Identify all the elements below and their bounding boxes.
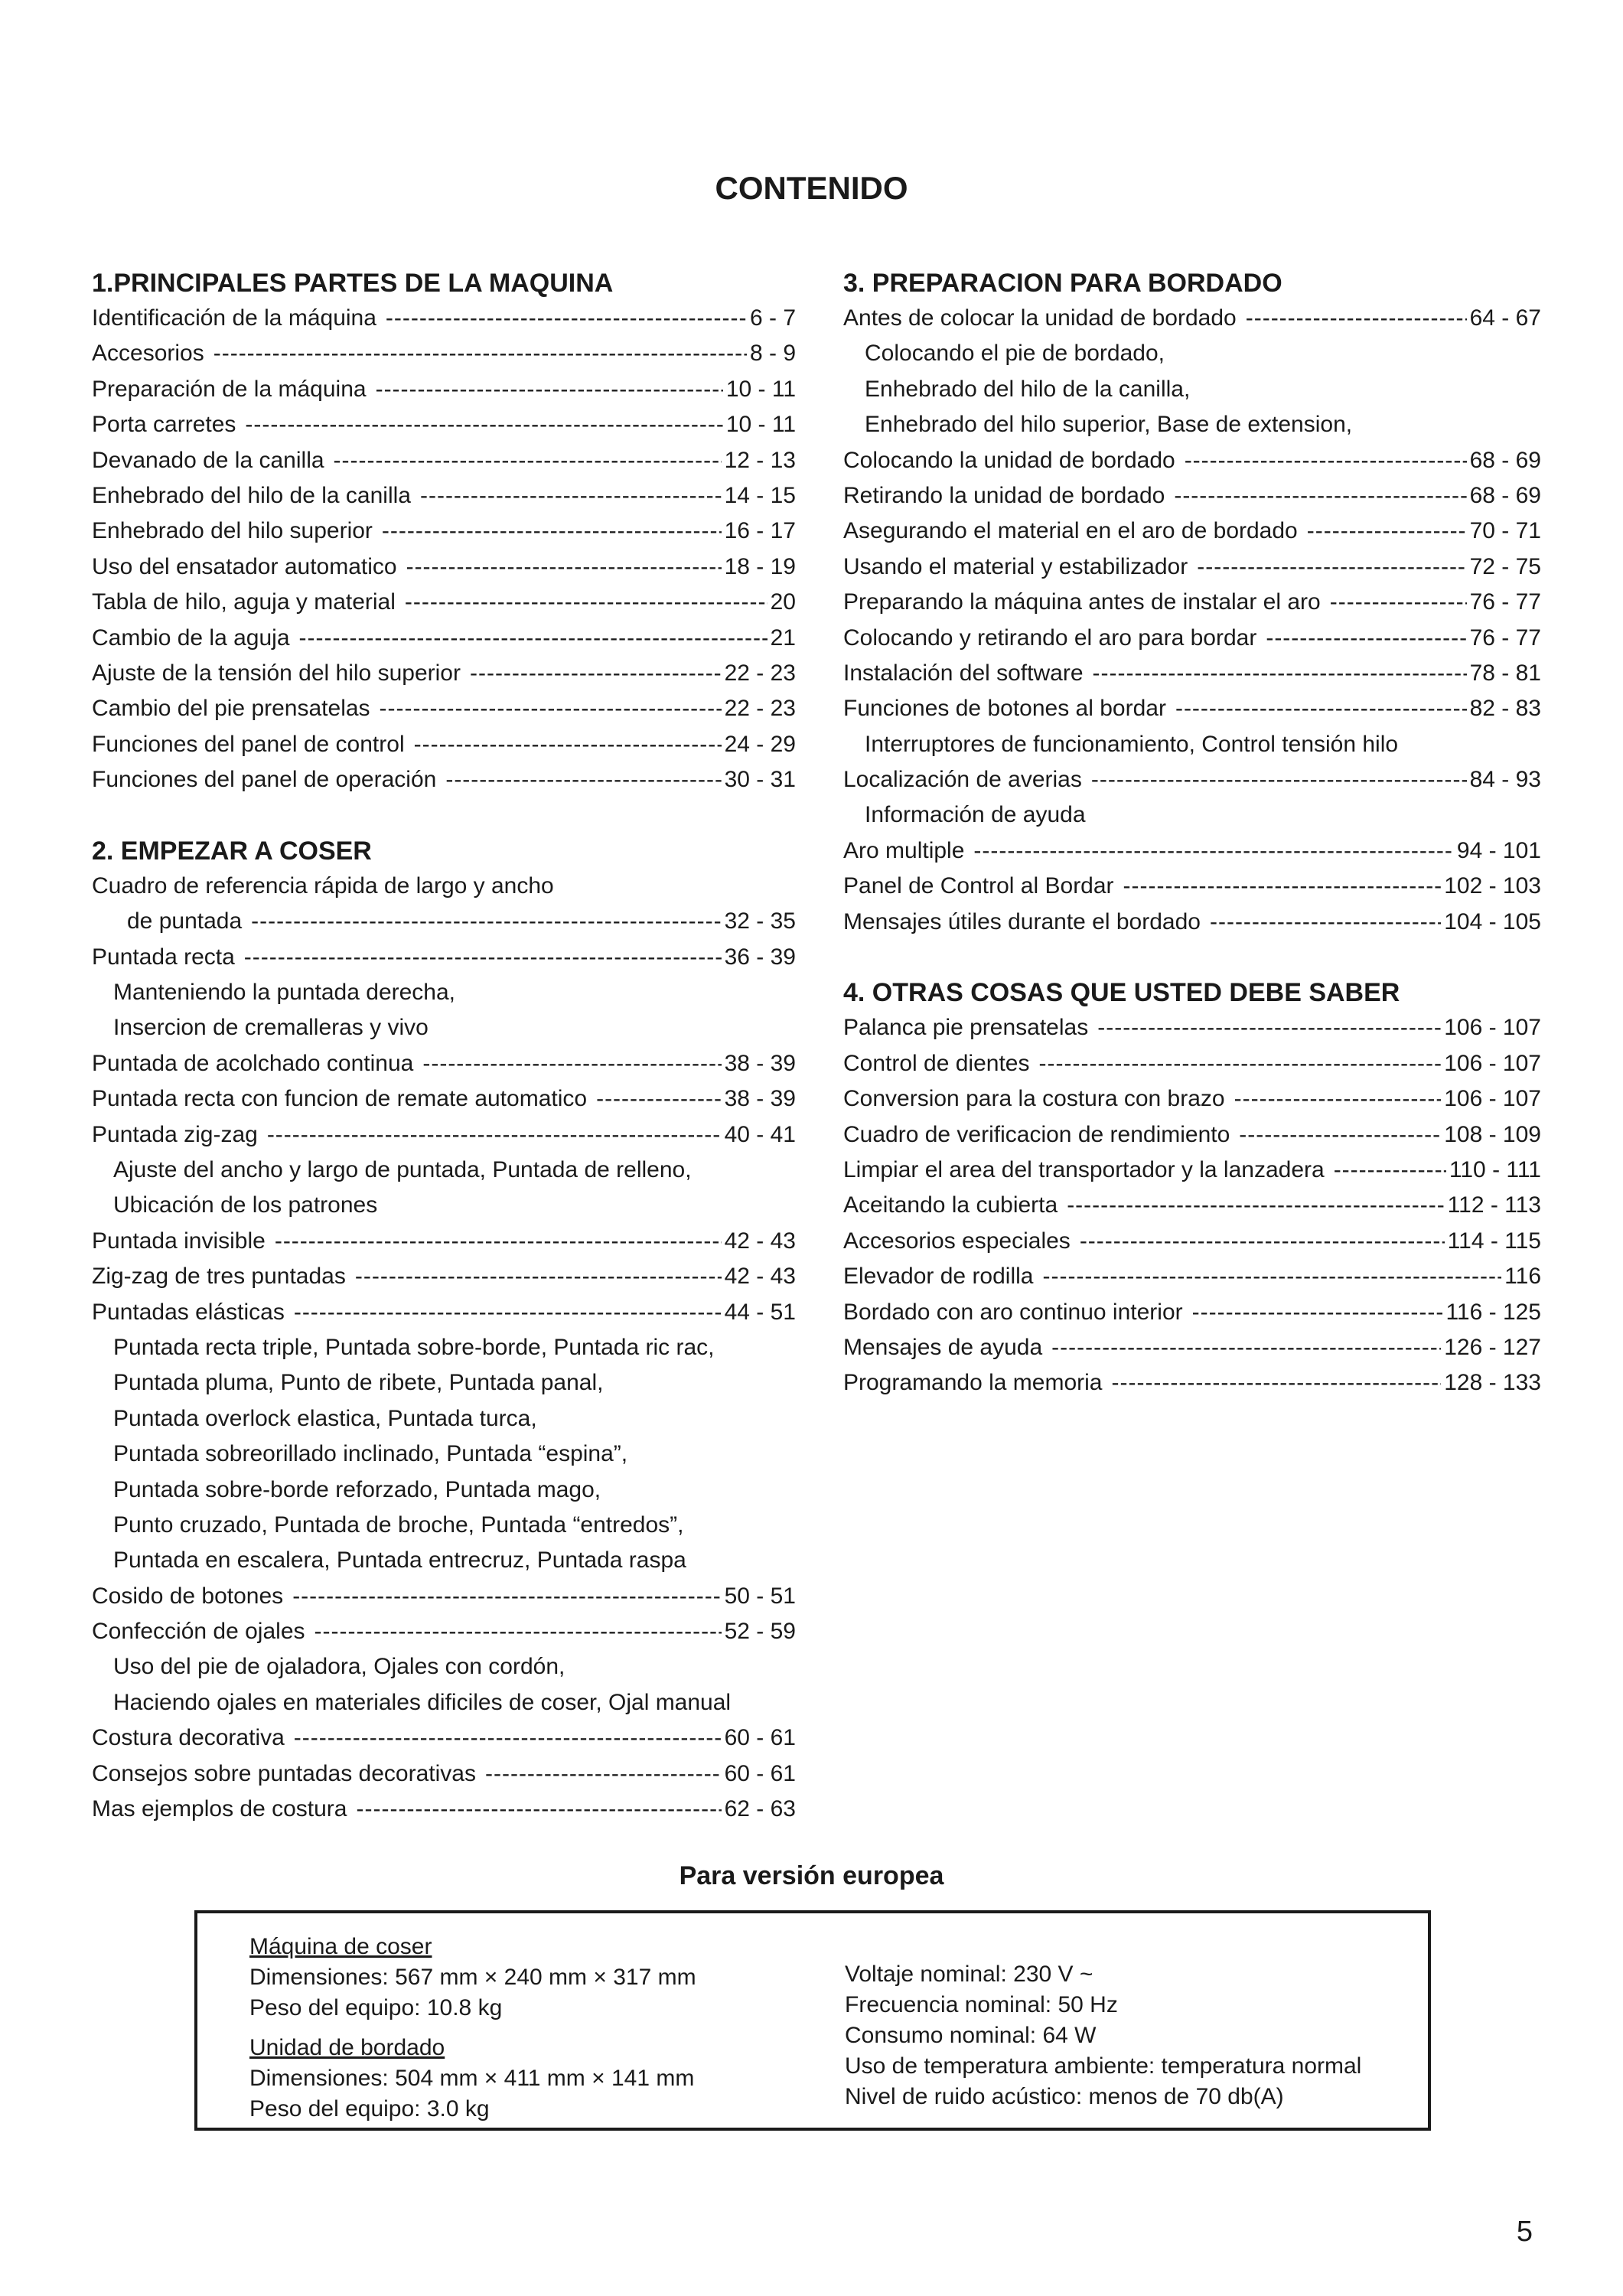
dot-leader — [1091, 762, 1467, 797]
toc-entry — [92, 585, 796, 620]
toc-entry-pages: 12 - 13 — [724, 447, 796, 473]
toc-entry — [92, 1720, 796, 1756]
toc-entry-title: Retirando la unidad de bordado — [843, 482, 1165, 508]
dot-leader — [1266, 621, 1466, 656]
toc-entry — [92, 1756, 796, 1792]
toc-entry-title: Panel de Control al Bordar — [843, 873, 1114, 899]
spec-electrical — [845, 1959, 1361, 2112]
toc-entry — [92, 656, 796, 691]
toc-entry-title: Puntada overlock elastica, Puntada turca, — [113, 1405, 537, 1431]
dot-leader — [1051, 1330, 1441, 1365]
toc-entry — [843, 833, 1541, 869]
toc-entry-pages: 60 - 61 — [724, 1760, 796, 1786]
toc-entry-pages: 78 - 81 — [1469, 660, 1541, 686]
toc-entry-pages: 18 - 19 — [724, 553, 796, 579]
toc-entry-title: Ajuste de la tensión del hilo superior — [92, 660, 461, 686]
dot-leader — [1239, 1117, 1441, 1153]
dot-leader — [267, 1117, 722, 1153]
toc-entry — [843, 407, 1541, 442]
dot-leader — [470, 656, 722, 691]
toc-entry — [843, 691, 1541, 726]
toc-entry — [92, 1792, 796, 1827]
toc-entry — [843, 621, 1541, 656]
toc-entry-title: Enhebrado del hilo superior — [92, 518, 373, 544]
toc-entry-title: Insercion de cremalleras y vivo — [113, 1015, 429, 1041]
embroidery-unit-heading: Unidad de bordado — [249, 2035, 445, 2060]
dot-leader — [973, 833, 1454, 869]
toc-entry-pages: 32 - 35 — [724, 908, 796, 934]
spec-box — [194, 1910, 1431, 2131]
toc-entry-title: Cuadro de verificacion de rendimiento — [843, 1121, 1230, 1147]
toc-entry — [92, 372, 796, 407]
dot-leader — [1039, 1046, 1442, 1081]
toc-entry — [92, 1508, 796, 1543]
toc-entry — [92, 1224, 796, 1259]
toc-entry-pages: 40 - 41 — [724, 1121, 796, 1147]
toc-entry-pages: 20 — [770, 589, 796, 615]
toc-entry — [92, 1330, 796, 1365]
dot-leader — [445, 762, 721, 797]
dot-leader — [1042, 1259, 1501, 1294]
toc-entry-pages: 10 - 11 — [725, 376, 796, 402]
toc-entry-pages: 94 - 101 — [1456, 837, 1541, 863]
toc-entry — [843, 656, 1541, 691]
machine-dimensions: Dimensiones: 567 mm × 240 mm × 317 mm — [249, 1965, 696, 1990]
toc-entry-title: Colocando el pie de bordado, — [865, 341, 1165, 367]
toc-entry-pages: 68 - 69 — [1469, 482, 1541, 508]
toc-entry — [92, 727, 796, 762]
page-number: 5 — [1516, 2216, 1533, 2248]
toc-entry-pages: 68 - 69 — [1469, 447, 1541, 473]
toc-entry — [92, 1010, 796, 1045]
dot-leader — [1234, 1081, 1442, 1117]
section3-heading: 3. PREPARACION PARA BORDADO — [843, 269, 1282, 298]
toc-entry-title: Mensajes útiles durante el bordado — [843, 908, 1201, 934]
toc-entry-pages: 112 - 113 — [1447, 1192, 1541, 1218]
euro-version-title: Para versión europea — [679, 1861, 944, 1890]
embroidery-unit-dimensions: Dimensiones: 504 mm × 411 mm × 141 mm — [249, 2066, 695, 2091]
toc-entry-pages: 76 - 77 — [1469, 625, 1541, 651]
toc-entry-title: Conversion para la costura con brazo — [843, 1086, 1225, 1112]
dot-leader — [386, 301, 747, 336]
dot-leader — [1080, 1224, 1445, 1259]
toc-entry-title: Puntada recta triple, Puntada sobre-borde, Puntada ric rac, — [113, 1334, 715, 1360]
toc-entry-title: Accesorios — [92, 341, 204, 367]
section-spacer — [843, 940, 1541, 975]
toc-entry-title: Puntada recta con funcion de remate automatico — [92, 1086, 588, 1112]
toc-entry-title: Preparando la máquina antes de instalar el aro — [843, 589, 1321, 615]
dot-leader — [314, 1614, 722, 1649]
toc-entry — [843, 301, 1541, 336]
dot-leader — [1197, 550, 1466, 585]
toc-entry — [92, 1153, 796, 1188]
toc-entry-title: Palanca pie prensatelas — [843, 1015, 1089, 1041]
toc-entry-title: Enhebrado del hilo superior, Base de extension, — [865, 412, 1353, 438]
dot-leader — [1174, 478, 1466, 514]
toc-entry-pages: 14 - 15 — [724, 482, 796, 508]
toc-entry — [843, 1259, 1541, 1294]
dot-leader — [1111, 1365, 1441, 1401]
toc-entry — [92, 550, 796, 585]
toc-entry — [843, 336, 1541, 371]
toc-entry-title: Cuadro de referencia rápida de largo y ancho — [92, 872, 554, 899]
toc-entry-title: Accesorios especiales — [843, 1228, 1071, 1254]
toc-entry — [843, 727, 1541, 762]
toc-entry-pages: 106 - 107 — [1444, 1015, 1541, 1041]
dot-leader — [406, 550, 722, 585]
toc-entry — [92, 1401, 796, 1437]
toc-entry-title: Puntada de acolchado continua — [92, 1050, 414, 1076]
dot-leader — [422, 1046, 721, 1081]
dot-leader — [294, 1720, 722, 1756]
toc-entry-pages: 76 - 77 — [1469, 589, 1541, 615]
dot-leader — [380, 691, 722, 726]
toc-entry — [843, 1295, 1541, 1330]
toc-entry — [843, 1046, 1541, 1081]
toc-entry — [843, 1117, 1541, 1153]
dot-leader — [1185, 443, 1467, 478]
toc-entry — [92, 1473, 796, 1508]
dot-leader — [1093, 656, 1467, 691]
toc-entry-title: Control de dientes — [843, 1050, 1030, 1076]
toc-entry-title: Enhebrado del hilo de la canilla, — [865, 376, 1191, 402]
toc-entry — [92, 1685, 796, 1720]
toc-entry — [843, 550, 1541, 585]
toc-entry-title: Enhebrado del hilo de la canilla — [92, 482, 411, 508]
toc-entry-pages: 64 - 67 — [1469, 305, 1541, 331]
toc-entry — [92, 869, 796, 904]
toc-entry-title: Bordado con aro continuo interior — [843, 1299, 1183, 1325]
dot-leader — [244, 940, 722, 975]
dot-leader — [275, 1224, 722, 1259]
dot-leader — [1330, 585, 1467, 620]
dot-leader — [251, 904, 721, 939]
toc-entry-title: Mas ejemplos de costura — [92, 1796, 347, 1822]
toc-entry-pages: 128 - 133 — [1444, 1370, 1541, 1396]
toc-entry — [92, 1579, 796, 1614]
dot-leader — [485, 1756, 722, 1792]
toc-entry-title: de puntada — [127, 908, 243, 934]
toc-entry — [843, 1188, 1541, 1223]
toc-entry-title: Cambio del pie prensatelas — [92, 696, 370, 722]
dot-leader — [1097, 1010, 1441, 1045]
toc-entry — [92, 1295, 796, 1330]
rated-frequency: Frecuencia nominal: 50 Hz — [845, 1992, 1118, 2017]
toc-entry — [843, 1330, 1541, 1365]
toc-entry-pages: 108 - 109 — [1444, 1121, 1541, 1147]
toc-entry-pages: 72 - 75 — [1469, 553, 1541, 579]
toc-entry-title: Antes de colocar la unidad de bordado — [843, 305, 1237, 331]
toc-entry — [843, 797, 1541, 833]
toc-entry-pages: 42 - 43 — [724, 1228, 796, 1254]
toc-entry-title: Tabla de hilo, aguja y material — [92, 589, 396, 615]
toc-entry — [92, 691, 796, 726]
toc-entry-title: Zig-zag de tres puntadas — [92, 1264, 346, 1290]
toc-entry-title: Ajuste del ancho y largo de puntada, Puntada de relleno, — [113, 1156, 692, 1182]
toc-entry — [92, 940, 796, 975]
toc-entry — [843, 1081, 1541, 1117]
dot-leader — [299, 621, 768, 656]
rated-consumption: Consumo nominal: 64 W — [845, 2023, 1097, 2048]
toc-entry-pages: 114 - 115 — [1447, 1228, 1541, 1254]
toc-entry-title: Aceitando la cubierta — [843, 1192, 1058, 1218]
toc-entry — [843, 869, 1541, 904]
rated-voltage: Voltaje nominal: 230 V ~ — [845, 1962, 1093, 1987]
toc-entry-title: Limpiar el area del transportador y la lanzadera — [843, 1156, 1325, 1182]
toc-entry-pages: 126 - 127 — [1444, 1334, 1541, 1360]
toc-entry — [92, 478, 796, 514]
toc-entry — [92, 1259, 796, 1294]
noise-level: Nivel de ruido acústico: menos de 70 db(A) — [845, 2084, 1284, 2109]
toc-entry-title: Funciones de botones al bordar — [843, 696, 1166, 722]
dot-leader — [292, 1579, 721, 1614]
dot-leader — [376, 372, 723, 407]
toc-entry — [92, 762, 796, 797]
section-spacer — [92, 797, 796, 833]
toc-entry-pages: 106 - 107 — [1444, 1050, 1541, 1076]
toc-entry-title: Confección de ojales — [92, 1619, 305, 1645]
dot-leader — [1067, 1188, 1444, 1223]
toc-right-column — [843, 266, 1541, 1401]
toc-entry-pages: 110 - 111 — [1449, 1156, 1541, 1182]
toc-entry — [92, 1188, 796, 1223]
dot-leader — [1175, 691, 1467, 726]
spec-dimensions — [249, 1932, 696, 2125]
toc-entry — [92, 1437, 796, 1472]
toc-entry — [843, 1365, 1541, 1401]
toc-entry-pages: 62 - 63 — [724, 1796, 796, 1822]
dot-leader — [420, 478, 722, 514]
dot-leader — [1246, 301, 1467, 336]
toc-entry-pages: 50 - 51 — [724, 1583, 796, 1609]
toc-entry-pages: 8 - 9 — [749, 341, 796, 367]
toc-entry-title: Instalación del software — [843, 660, 1084, 686]
toc-entry-pages: 106 - 107 — [1444, 1086, 1541, 1112]
dot-leader — [357, 1792, 722, 1827]
toc-entry — [92, 443, 796, 478]
toc-entry-pages: 38 - 39 — [724, 1050, 796, 1076]
section2-heading: 2. EMPEZAR A COSER — [92, 836, 372, 866]
dot-leader — [405, 585, 768, 620]
toc-entry — [843, 585, 1541, 620]
toc-entry-title: Puntada pluma, Punto de ribete, Puntada panal, — [113, 1370, 604, 1396]
toc-entry-title: Puntada invisible — [92, 1228, 266, 1254]
toc-entry-title: Puntadas elásticas — [92, 1299, 285, 1325]
toc-entry-title: Uso del pie de ojaladora, Ojales con cordón, — [113, 1654, 565, 1680]
toc-entry-pages: 104 - 105 — [1444, 908, 1541, 934]
dot-leader — [1307, 514, 1467, 549]
toc-entry-title: Identificación de la máquina — [92, 305, 376, 331]
toc-entry — [843, 514, 1541, 549]
toc-entry — [92, 1365, 796, 1401]
toc-entry-pages: 70 - 71 — [1469, 518, 1541, 544]
toc-entry-pages: 10 - 11 — [725, 412, 796, 438]
toc-entry-pages: 22 - 23 — [724, 660, 796, 686]
toc-entry-pages: 22 - 23 — [724, 696, 796, 722]
dot-leader — [294, 1295, 722, 1330]
dot-leader — [414, 727, 722, 762]
toc-entry-pages: 38 - 39 — [724, 1086, 796, 1112]
toc-entry-title: Porta carretes — [92, 412, 236, 438]
toc-entry — [92, 301, 796, 336]
toc-entry-pages: 52 - 59 — [724, 1619, 796, 1645]
toc-entry-title: Devanado de la canilla — [92, 447, 324, 473]
toc-entry — [92, 1117, 796, 1153]
ambient-temperature: Uso de temperatura ambiente: temperatura normal — [845, 2053, 1362, 2079]
toc-entry-title: Preparación de la máquina — [92, 376, 367, 402]
toc-entry-title: Elevador de rodilla — [843, 1264, 1034, 1290]
toc-entry — [843, 1153, 1541, 1188]
toc-entry — [92, 514, 796, 549]
dot-leader — [1334, 1153, 1446, 1188]
dot-leader — [1192, 1295, 1443, 1330]
toc-entry — [92, 904, 796, 939]
toc-entry-title: Usando el material y estabilizador — [843, 553, 1188, 579]
toc-entry-title: Información de ayuda — [865, 802, 1086, 828]
dot-leader — [382, 514, 722, 549]
toc-entry-title: Punto cruzado, Puntada de broche, Puntada “entredos”, — [113, 1512, 684, 1538]
toc-entry-pages: 24 - 29 — [724, 731, 796, 757]
toc-entry-pages: 116 - 125 — [1445, 1299, 1541, 1325]
toc-entry — [843, 905, 1541, 940]
toc-entry — [843, 762, 1541, 797]
dot-leader — [213, 336, 747, 371]
toc-entry-title: Colocando la unidad de bordado — [843, 447, 1175, 473]
toc-entry-pages: 21 — [770, 625, 796, 651]
toc-entry-title: Ubicación de los patrones — [113, 1192, 378, 1218]
toc-entry-pages: 60 - 61 — [724, 1725, 796, 1751]
toc-entry-pages: 30 - 31 — [724, 767, 796, 793]
toc-entry-title: Haciendo ojales en materiales dificiles de coser, Ojal manual — [113, 1689, 732, 1715]
toc-entry — [843, 372, 1541, 407]
toc-entry — [92, 621, 796, 656]
toc-entry-title: Localización de averias — [843, 767, 1082, 793]
section1-heading: 1.PRINCIPALES PARTES DE LA MAQUINA — [92, 269, 614, 298]
toc-entry-title: Uso del ensatador automatico — [92, 553, 397, 579]
dot-leader — [1123, 869, 1442, 904]
page-title: CONTENIDO — [715, 170, 908, 206]
toc-entry — [92, 1081, 796, 1117]
toc-entry — [92, 1649, 796, 1684]
toc-entry — [92, 975, 796, 1010]
toc-entry — [92, 1614, 796, 1649]
embroidery-unit-weight: Peso del equipo: 3.0 kg — [249, 2096, 490, 2122]
toc-entry-title: Puntada sobre-borde reforzado, Puntada mago, — [113, 1476, 601, 1502]
toc-entry-pages: 82 - 83 — [1469, 696, 1541, 722]
toc-entry — [843, 443, 1541, 478]
toc-entry-title: Cambio de la aguja — [92, 625, 290, 651]
toc-entry-pages: 6 - 7 — [749, 305, 796, 331]
toc-entry-pages: 44 - 51 — [724, 1299, 796, 1325]
toc-entry-title: Puntada sobreorillado inclinado, Puntada “espina”, — [113, 1441, 628, 1467]
toc-entry-title: Puntada recta — [92, 944, 235, 970]
toc-entry — [92, 407, 796, 442]
toc-entry-title: Programando la memoria — [843, 1370, 1103, 1396]
toc-entry-pages: 42 - 43 — [724, 1264, 796, 1290]
machine-heading: Máquina de coser — [249, 1934, 432, 1959]
toc-left-column — [92, 266, 796, 1827]
toc-entry-pages: 116 — [1504, 1264, 1541, 1290]
toc-entry-title: Interruptores de funcionamiento, Control tensión hilo — [865, 731, 1399, 757]
toc-entry-title: Colocando y retirando el aro para bordar — [843, 625, 1257, 651]
machine-weight: Peso del equipo: 10.8 kg — [249, 1995, 503, 2020]
dot-leader — [355, 1259, 722, 1294]
dot-leader — [245, 407, 722, 442]
toc-entry-title: Mensajes de ayuda — [843, 1334, 1043, 1360]
toc-entry-title: Puntada en escalera, Puntada entrecruz, Puntada raspa — [113, 1548, 686, 1574]
toc-entry-title: Aro multiple — [843, 837, 965, 863]
dot-leader — [1210, 905, 1441, 940]
toc-entry-pages: 36 - 39 — [724, 944, 796, 970]
dot-leader — [596, 1081, 722, 1117]
toc-entry-title: Cosido de botones — [92, 1583, 284, 1609]
toc-entry — [843, 478, 1541, 514]
toc-entry-pages: 84 - 93 — [1469, 767, 1541, 793]
toc-entry-title: Funciones del panel de operación — [92, 767, 437, 793]
toc-entry — [92, 1046, 796, 1081]
toc-entry-title: Funciones del panel de control — [92, 731, 405, 757]
toc-entry-pages: 16 - 17 — [724, 518, 796, 544]
toc-entry — [843, 1224, 1541, 1259]
toc-entry-title: Consejos sobre puntadas decorativas — [92, 1760, 476, 1786]
toc-entry — [92, 336, 796, 371]
toc-entry-title: Manteniendo la puntada derecha, — [113, 980, 456, 1006]
toc-entry-title: Puntada zig-zag — [92, 1121, 258, 1147]
dot-leader — [334, 443, 722, 478]
toc-entry-title: Asegurando el material en el aro de bordado — [843, 518, 1298, 544]
toc-entry — [92, 1543, 796, 1578]
toc-entry-title: Costura decorativa — [92, 1725, 285, 1751]
section4-heading: 4. OTRAS COSAS QUE USTED DEBE SABER — [843, 978, 1400, 1008]
toc-entry — [843, 1010, 1541, 1045]
toc-entry-pages: 102 - 103 — [1444, 873, 1541, 899]
